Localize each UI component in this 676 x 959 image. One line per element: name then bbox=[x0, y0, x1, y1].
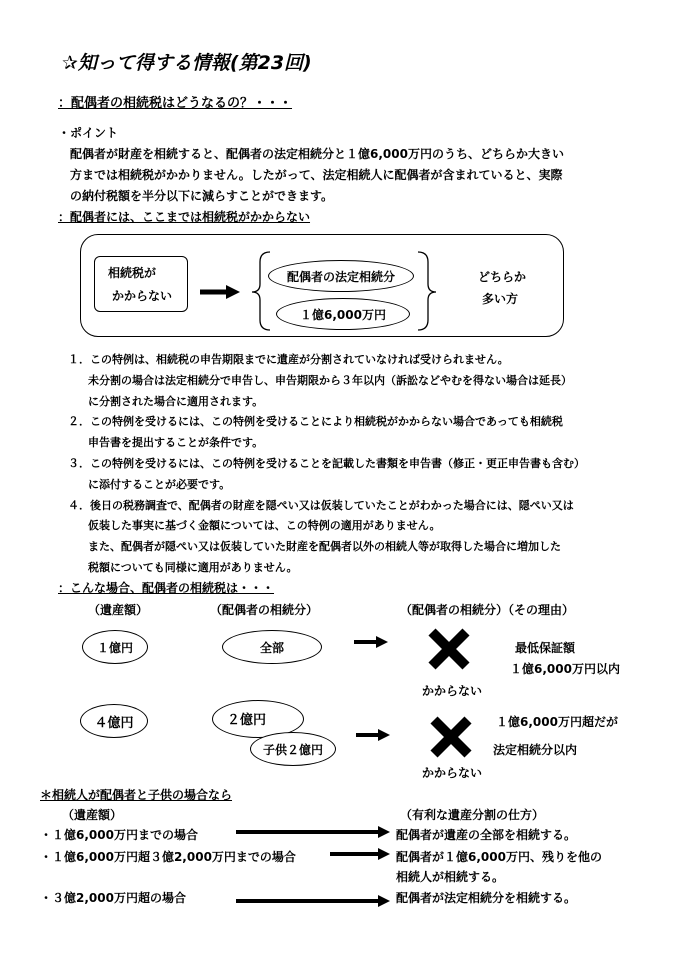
point-line-1: 配偶者が財産を相続すると、配偶者の法定相続分と１億6,000万円のうち、どちらか大きい bbox=[70, 147, 564, 161]
case1-arrow-icon bbox=[354, 636, 388, 648]
case2-estate-oval: ４億円 bbox=[80, 704, 148, 738]
note-1-line-2: 未分割の場合は法定相続分で申告し、申告期限から３年以内（訴訟などやむを得ない場合は延長） bbox=[88, 374, 572, 387]
case1-result: かからない bbox=[422, 684, 483, 698]
section-heading-spouse-tax: ：配偶者の相続税はどうなるの？・・・ bbox=[58, 96, 293, 111]
right-brace-icon bbox=[418, 252, 436, 330]
whichever-line-2: 多い方 bbox=[482, 292, 519, 306]
case2-reason-line-1: １億6,000万円超だが bbox=[496, 715, 618, 729]
split-header-estate: （遺産額） bbox=[62, 808, 123, 822]
split-row-2-action-line-1: 配偶者が１億6,000万円、残りを他の bbox=[396, 850, 602, 864]
case2-reason-line-2: 法定相続分以内 bbox=[493, 743, 578, 757]
section-heading-spouse-children: ＊相続人が配偶者と子供の場合なら bbox=[40, 788, 233, 802]
point-line-3: の納付税額を半分以下に減らすことができます。 bbox=[70, 189, 334, 203]
case2-arrow-icon bbox=[356, 729, 390, 741]
note-1-line-3: に分割された場合に適用されます。 bbox=[88, 395, 264, 408]
diagram-arrow-icon bbox=[200, 285, 240, 299]
note-3-line-1: ３．この特例を受けるには、この特例を受けることを記載した書類を申告書（修正・更正申告書も含む） bbox=[68, 457, 585, 470]
page-title: ✰知って得する情報(第23回) bbox=[62, 52, 312, 74]
legal-share-oval: 配偶者の法定相続分 bbox=[268, 260, 414, 292]
split-row-2-action-line-2: 相続人が相続する。 bbox=[396, 870, 505, 884]
case1-share-oval: 全部 bbox=[222, 630, 322, 664]
amount-oval: １億6,000万円 bbox=[276, 298, 410, 330]
split-row-1-condition: ・１億6,000万円までの場合 bbox=[40, 828, 198, 842]
point-line-2: 方までは相続税がかかりません。したがって、法定相続人に配偶者が含まれていると、実際 bbox=[70, 168, 563, 182]
whichever-line-1: どちらか bbox=[478, 270, 527, 284]
split-row-3-condition: ・３億2,000万円超の場合 bbox=[40, 891, 186, 905]
note-1-line-1: １．この特例は、相続税の申告期限までに遺産が分割されていなければ受けられません。 bbox=[68, 353, 509, 366]
case1-estate-oval: １億円 bbox=[82, 630, 148, 664]
split-row-1-action: 配偶者が遺産の全部を相続する。 bbox=[396, 828, 577, 842]
no-tax-line-2: かからない bbox=[112, 289, 173, 303]
case2-child-oval: 子供２億円 bbox=[250, 732, 336, 766]
case2-share-label: ２億円 bbox=[227, 713, 267, 728]
case1-cross-icon bbox=[432, 632, 466, 666]
cases-header-reason: （配偶者の相続分）（その理由） bbox=[400, 603, 575, 617]
case2-cross-icon bbox=[434, 720, 468, 754]
note-3-line-2: に添付することが必要です。 bbox=[88, 478, 231, 491]
point-label: ・ポイント bbox=[58, 126, 119, 140]
split-header-method: （有利な遺産分割の仕方） bbox=[400, 808, 545, 822]
split-row-1-arrow-icon bbox=[236, 826, 390, 838]
section-heading-no-tax-limit: ：配偶者には、ここまでは相続税がかからない bbox=[58, 210, 311, 224]
split-row-2-condition: ・１億6,000万円超３億2,000万円までの場合 bbox=[40, 850, 296, 864]
note-4-line-3: また、配偶者が隠ぺい又は仮装していた財産を配偶者以外の相続人等が取得した場合に増加した bbox=[88, 540, 561, 553]
note-4-line-2: 仮装した事実に基づく金額については、この特例の適用がありません。 bbox=[88, 519, 441, 532]
note-4-line-1: ４．後日の税務調査で、配偶者の財産を隠ぺい又は仮装していたことがわかった場合には、隠ぺい又は bbox=[68, 499, 574, 512]
note-4-line-4: 税額についても同様に適用がありません。 bbox=[88, 561, 298, 574]
cases-header-share: （配偶者の相続分） bbox=[210, 603, 319, 617]
case1-reason-line-2: １億6,000万円以内 bbox=[510, 662, 620, 676]
case2-result: かからない bbox=[422, 766, 483, 780]
no-tax-line-1: 相続税が bbox=[108, 266, 157, 280]
case1-reason-line-1: 最低保証額 bbox=[515, 641, 576, 655]
note-2-line-1: ２．この特例を受けるには、この特例を受けることにより相続税がかからない場合であっても相続税 bbox=[68, 415, 563, 428]
section-heading-cases: ：こんな場合、配偶者の相続税は・・・ bbox=[58, 581, 275, 595]
note-2-line-2: 申告書を提出することが条件です。 bbox=[88, 436, 264, 449]
split-row-3-arrow-icon bbox=[236, 895, 390, 907]
split-row-2-arrow-icon bbox=[330, 848, 390, 860]
left-brace-icon bbox=[252, 252, 270, 330]
split-row-3-action: 配偶者が法定相続分を相続する。 bbox=[396, 891, 577, 905]
cases-header-estate: （遺産額） bbox=[88, 603, 149, 617]
